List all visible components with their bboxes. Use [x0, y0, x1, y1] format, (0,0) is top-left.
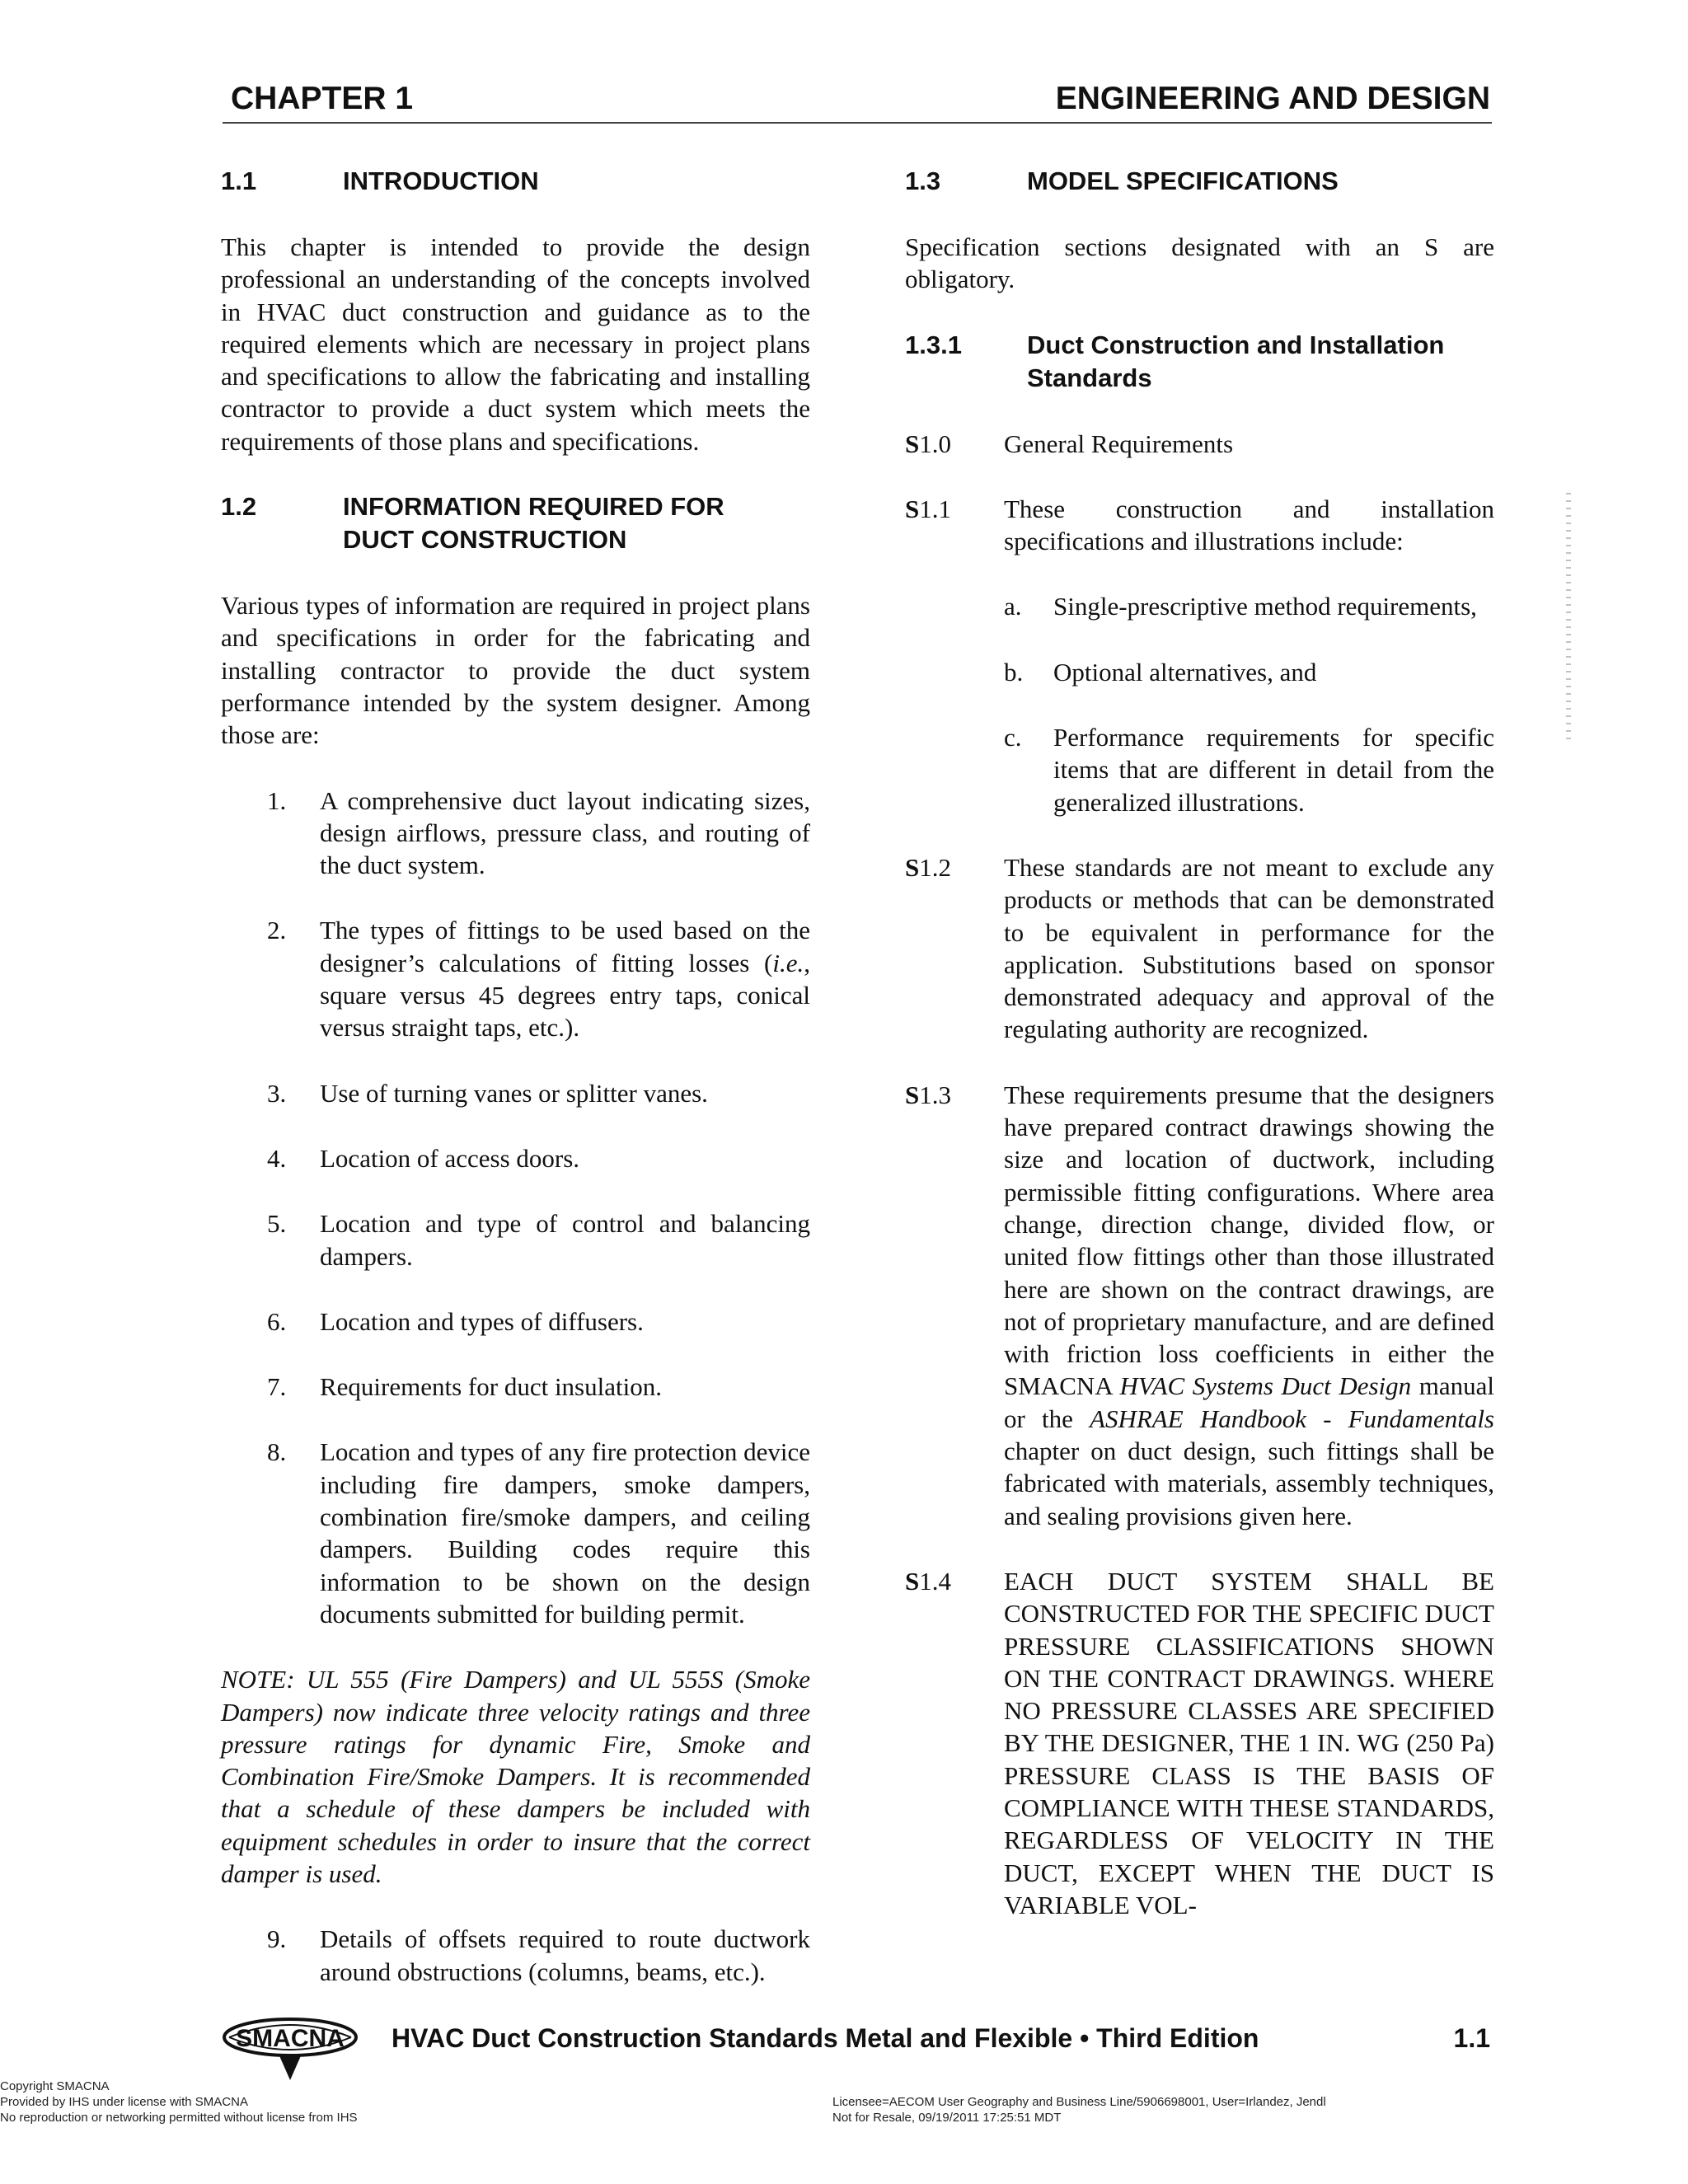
- list-item: [221, 785, 810, 882]
- spec-code: [905, 493, 951, 525]
- heading-1-3-1: [905, 329, 1494, 395]
- license-line: Licensee=AECOM User Geography and Business Line/5906698001, User=Irlandez, Jendl: [832, 2095, 1326, 2109]
- list-text: Location and type of control and balancing dampers.: [320, 1209, 810, 1271]
- heading-title-line1: Duct Construction and Installation: [1027, 330, 1445, 359]
- list-number: 6.: [267, 1306, 287, 1336]
- spec-number: 1.4: [919, 1566, 951, 1596]
- sub-text: Single-prescriptive method requirements,: [1053, 592, 1477, 621]
- spec-code: [905, 851, 951, 883]
- list-text: A comprehensive duct layout indicating sizes, design airflows, pressure class, and routing of the duct system.: [320, 785, 810, 880]
- sub-text: Performance requirements for specific items that are different in detail from the generalized illustrations.: [1053, 723, 1494, 817]
- spec-text: manual or the: [1004, 1371, 1495, 1433]
- list-text: The types of fittings to be used based on the designer’s calculations of fitting losses (: [320, 916, 810, 977]
- info-paragraph: Various types of information are required in project plans and specifications in order for the fabricating and installing contractor to provide the duct system performance intended by the system designer. Among those are:: [221, 591, 810, 750]
- heading-title-line2: Standards: [1027, 363, 1152, 392]
- chapter-label: CHAPTER 1: [231, 81, 414, 116]
- note-paragraph: NOTE: UL 555 (Fire Dampers) and UL 555S (Smoke Dampers) now indicate three velocity ratings and three pressure ratings for dynamic Fire, Smoke and Combination Fire/Smoke Dampers. It is recommended that a schedule of these dampers be included with equipment schedules in order to insure that the correct damper is used.: [221, 1665, 810, 1888]
- copyright-right: [832, 2094, 1326, 2125]
- spec-item: [905, 428, 1494, 460]
- list-number: 2.: [267, 916, 287, 945]
- spec-subitem: [905, 590, 1494, 622]
- page-number: 1.1: [1453, 2023, 1490, 2053]
- heading-title: INTRODUCTION: [343, 166, 539, 195]
- heading-number: 1.3: [905, 166, 941, 195]
- sub-letter: a.: [1004, 592, 1022, 621]
- list-item: [221, 1305, 810, 1338]
- spec-code: [905, 1079, 951, 1111]
- spec-number: 1.1: [919, 494, 951, 523]
- list-item: [221, 1077, 810, 1109]
- spec-number: 1.2: [919, 852, 951, 882]
- spec-s-mark: S: [905, 1080, 920, 1109]
- list-text: Location and types of any fire protection device including fire dampers, smoke dampers, combination fire/smoke dampers, and ceiling dampers. Building codes require this information to be shown on the design documents submitted for building permit.: [320, 1437, 810, 1629]
- list-text: , square versus 45 degrees entry taps, conical versus straight taps, etc.).: [320, 948, 810, 1043]
- heading-number: 1.1: [221, 166, 257, 195]
- spec-item: [905, 851, 1494, 1046]
- spec-subitem: [905, 656, 1494, 688]
- spec-text-italic: HVAC Systems Duct Design: [1119, 1371, 1412, 1401]
- spec-code: [905, 1565, 951, 1597]
- spec-item: [905, 1079, 1494, 1532]
- spec-text: chapter on duct design, such fittings shall be fabricated with materials, assembly techniques, and sealing provisions given here.: [1004, 1436, 1494, 1530]
- spec-number: 1.0: [919, 429, 951, 458]
- copyright-line: Copyright SMACNA: [0, 2079, 110, 2093]
- smacna-logo: [221, 2009, 359, 2083]
- spec-subitem: [905, 721, 1494, 818]
- spec-code: [905, 428, 951, 460]
- copyright-line: No reproduction or networking permitted without license from IHS: [0, 2111, 358, 2125]
- list-text: Location and types of diffusers.: [320, 1306, 644, 1336]
- copyright-left: [0, 2079, 358, 2125]
- heading-title-line2: DUCT CONSTRUCTION: [343, 525, 627, 555]
- chapter-title: ENGINEERING AND DESIGN: [1055, 81, 1490, 116]
- list-text: Requirements for duct insulation.: [320, 1372, 662, 1402]
- spec-item: [905, 1565, 1494, 1921]
- spec-text: EACH DUCT SYSTEM SHALL BE CONSTRUCTED FOR THE SPECIFIC DUCT PRESSURE CLASSIFICATIONS SHOWN ON THE CONTRACT DRAWINGS. WHERE NO PRESSURE CLASSES ARE SPECIFIED BY THE DESIGNER, THE 1 IN. WG (250 Pa) PRESSURE CLASS IS THE BASIS OF COMPLIANCE WITH THESE STANDARDS, REGARDLESS OF VELOCITY IN THE DUCT, EXCEPT WHEN THE DUCT IS VARIABLE VOL-: [1004, 1566, 1494, 1919]
- spec-text: General Requirements: [1004, 429, 1234, 458]
- list-number: 4.: [267, 1143, 287, 1173]
- logo-text: SMACNA: [236, 2025, 345, 2052]
- list-number: 3.: [267, 1078, 287, 1108]
- list-number: 8.: [267, 1437, 287, 1467]
- header-rule: [223, 122, 1492, 124]
- list-text-italic: i.e.: [772, 948, 804, 977]
- spec-number: 1.3: [919, 1080, 951, 1109]
- heading-title: MODEL SPECIFICATIONS: [1027, 166, 1339, 195]
- heading-1-2: [221, 490, 810, 556]
- spec-text: These standards are not meant to exclude any products or methods that can be demonstrated to be equivalent in performance for the application. Substitutions based on sponsor demonstrated adequacy and approval of the regulating authority are recognized.: [1004, 852, 1494, 1044]
- heading-number: 1.2: [221, 492, 257, 522]
- heading-1-1: [221, 165, 810, 198]
- copyright-line: Provided by IHS under license with SMACNA: [0, 2095, 248, 2109]
- intro-paragraph: This chapter is intended to provide the design professional an understanding of the concepts involved in HVAC duct construction and guidance as to the required elements which are necessary in project plans and specifications to allow the fabricating and installing contractor to provide a duct system which meets the requirements of those plans and specifications.: [221, 232, 810, 456]
- sub-text: Optional alternatives, and: [1053, 657, 1317, 687]
- list-item: [221, 1923, 810, 1988]
- footer-title: HVAC Duct Construction Standards Metal and Flexible • Third Edition: [392, 2023, 1259, 2053]
- list-text: Details of offsets required to route ductwork around obstructions (columns, beams, etc.).: [320, 1924, 810, 1986]
- heading-1-3: [905, 165, 1494, 198]
- sub-letter: c.: [1004, 723, 1022, 752]
- left-column: [221, 165, 810, 1988]
- margin-marks: [1566, 493, 1571, 740]
- heading-title-line1: INFORMATION REQUIRED FOR: [343, 492, 724, 522]
- right-column: [905, 165, 1494, 1921]
- spec-text: These requirements presume that the designers have prepared contract drawings showing the size and location of ductwork, including permissible fitting configurations. Where area change, direction change, divided flow, or united flow fittings other than those illustrated here are shown on the contract drawings, are not of proprietary manufacture, and are defined with friction loss coefficients in either the SMACNA: [1004, 1080, 1494, 1401]
- list-item: [221, 1207, 810, 1272]
- spec-s-mark: S: [905, 852, 920, 882]
- list-item: [221, 1436, 810, 1630]
- list-item: [221, 914, 810, 1043]
- spec-s-mark: S: [905, 429, 920, 458]
- list-number: 7.: [267, 1372, 287, 1402]
- list-text: Location of access doors.: [320, 1143, 580, 1173]
- list-number: 5.: [267, 1209, 287, 1239]
- spec-text: These construction and installation specifications and illustrations include:: [1004, 494, 1494, 556]
- sub-letter: b.: [1004, 657, 1024, 687]
- spec-item: [905, 493, 1494, 558]
- spec-s-mark: S: [905, 494, 920, 523]
- list-text: Use of turning vanes or splitter vanes.: [320, 1078, 708, 1108]
- list-item: [221, 1142, 810, 1174]
- model-spec-paragraph: Specification sections designated with an S are obligatory.: [905, 232, 1494, 294]
- list-number: 9.: [267, 1924, 287, 1954]
- heading-number: 1.3.1: [905, 330, 962, 359]
- list-number: 1.: [267, 785, 287, 815]
- spec-text-italic: ASHRAE Handbook - Fundamentals: [1090, 1404, 1494, 1433]
- license-line: Not for Resale, 09/19/2011 17:25:51 MDT: [832, 2111, 1062, 2125]
- list-item: [221, 1371, 810, 1403]
- spec-s-mark: S: [905, 1566, 920, 1596]
